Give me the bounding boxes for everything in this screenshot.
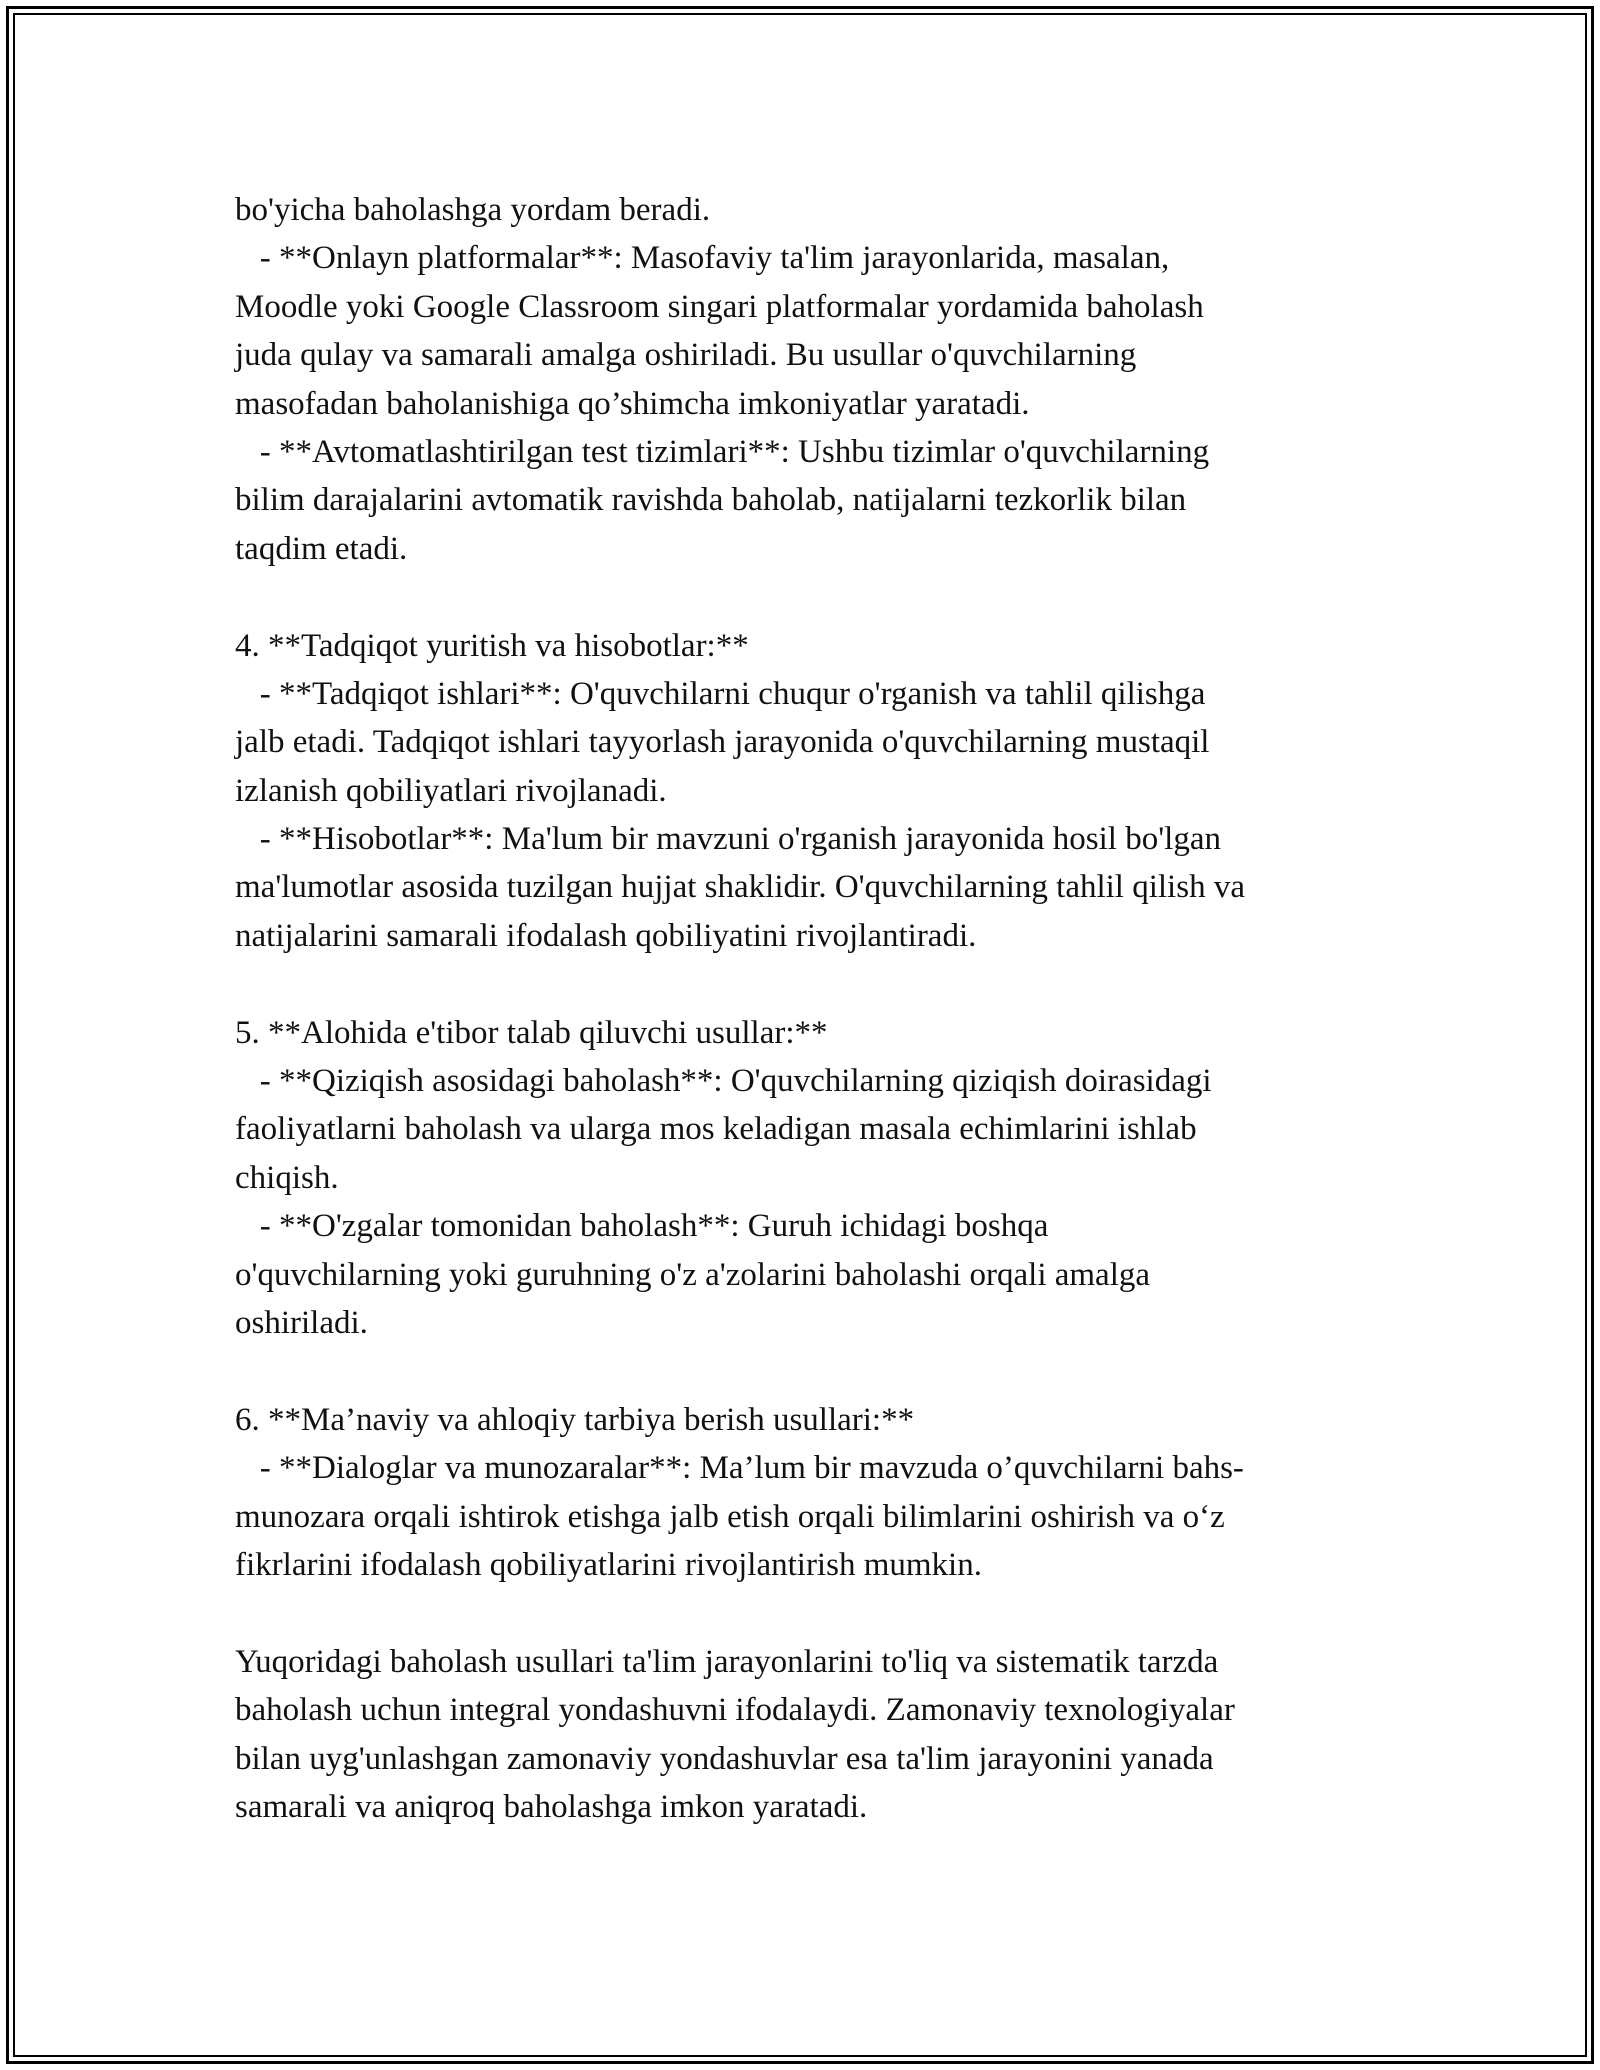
text-line: - **Avtomatlashtirilgan test tizimlari**: Ushbu tizimlar o'quvchilarning: [235, 433, 1210, 470]
text-line: izlanish qobiliyatlari rivojlanadi.: [235, 772, 667, 809]
text-line: Yuqoridagi baholash usullari ta'lim jarayonlarini to'liq va sistematik tarzda: [235, 1643, 1219, 1680]
section-heading: 5. **Alohida e'tibor talab qiluvchi usullar:**: [235, 1014, 828, 1051]
text-line: samarali va aniqroq baholashga imkon yaratadi.: [235, 1788, 868, 1825]
text-line: baholash uchun integral yondashuvni ifodalaydi. Zamonaviy texnologiyalar: [235, 1692, 1235, 1729]
text-line: jalb etadi. Tadqiqot ishlari tayyorlash jarayonida o'quvchilarning mustaqil: [235, 724, 1210, 761]
text-line: - **Dialoglar va munozaralar**: Ma’lum bir mavzuda o’quvchilarni bahs-: [235, 1450, 1244, 1487]
blank-line: [235, 1589, 1415, 1637]
text-line: bilim darajalarini avtomatik ravishda baholab, natijalarni tezkorlik bilan: [235, 482, 1187, 519]
text-line: juda qulay va samarali amalga oshiriladi. Bu usullar o'quvchilarning: [235, 337, 1137, 374]
text-line: bo'yicha baholashga yordam beradi.: [235, 192, 711, 228]
text-line: fikrlarini ifodalash qobiliyatlarini rivojlantirish mumkin.: [235, 1546, 982, 1583]
text-line: - **Onlayn platformalar**: Masofaviy ta'lim jarayonlarida, masalan,: [235, 240, 1170, 277]
text-line: oshiriladi.: [235, 1304, 368, 1341]
blank-line: [235, 960, 1415, 1008]
blank-line: [235, 1347, 1415, 1395]
text-line: chiqish.: [235, 1159, 339, 1196]
text-line: masofadan baholanishiga qo’shimcha imkoniyatlar yaratadi.: [235, 385, 1030, 422]
text-line: Moodle yoki Google Classroom singari platformalar yordamida baholash: [235, 288, 1204, 325]
blank-line: [235, 573, 1415, 621]
text-line: - **Hisobotlar**: Ma'lum bir mavzuni o'rganish jarayonida hosil bo'lgan: [235, 821, 1221, 858]
text-line: - **O'zgalar tomonidan baholash**: Guruh ichidagi boshqa: [235, 1208, 1049, 1245]
text-line: bilan uyg'unlashgan zamonaviy yondashuvlar esa ta'lim jarayonini yanada: [235, 1740, 1214, 1777]
text-line: faoliyatlarni baholash va ularga mos keladigan masala echimlarini ishlab: [235, 1111, 1197, 1148]
text-line: munozara orqali ishtirok etishga jalb etish orqali bilimlarini oshirish va o‘z: [235, 1498, 1225, 1535]
document-body: [235, 186, 1415, 1831]
text-line: taqdim etadi.: [235, 530, 408, 567]
text-line: natijalarini samarali ifodalash qobiliyatini rivojlantiradi.: [235, 917, 977, 954]
section-heading: 4. **Tadqiqot yuritish va hisobotlar:**: [235, 627, 749, 664]
text-line: - **Qiziqish asosidagi baholash**: O'quvchilarning qiziqish doirasidagi: [235, 1063, 1212, 1100]
text-line: ma'lumotlar asosida tuzilgan hujjat shaklidir. O'quvchilarning tahlil qilish va: [235, 869, 1245, 906]
section-heading: 6. **Ma’naviy va ahloqiy tarbiya berish usullari:**: [235, 1401, 915, 1438]
text-line: o'quvchilarning yoki guruhning o'z a'zolarini baholashi orqali amalga: [235, 1256, 1151, 1293]
text-line: - **Tadqiqot ishlari**: O'quvchilarni chuqur o'rganish va tahlil qilishga: [235, 675, 1206, 712]
